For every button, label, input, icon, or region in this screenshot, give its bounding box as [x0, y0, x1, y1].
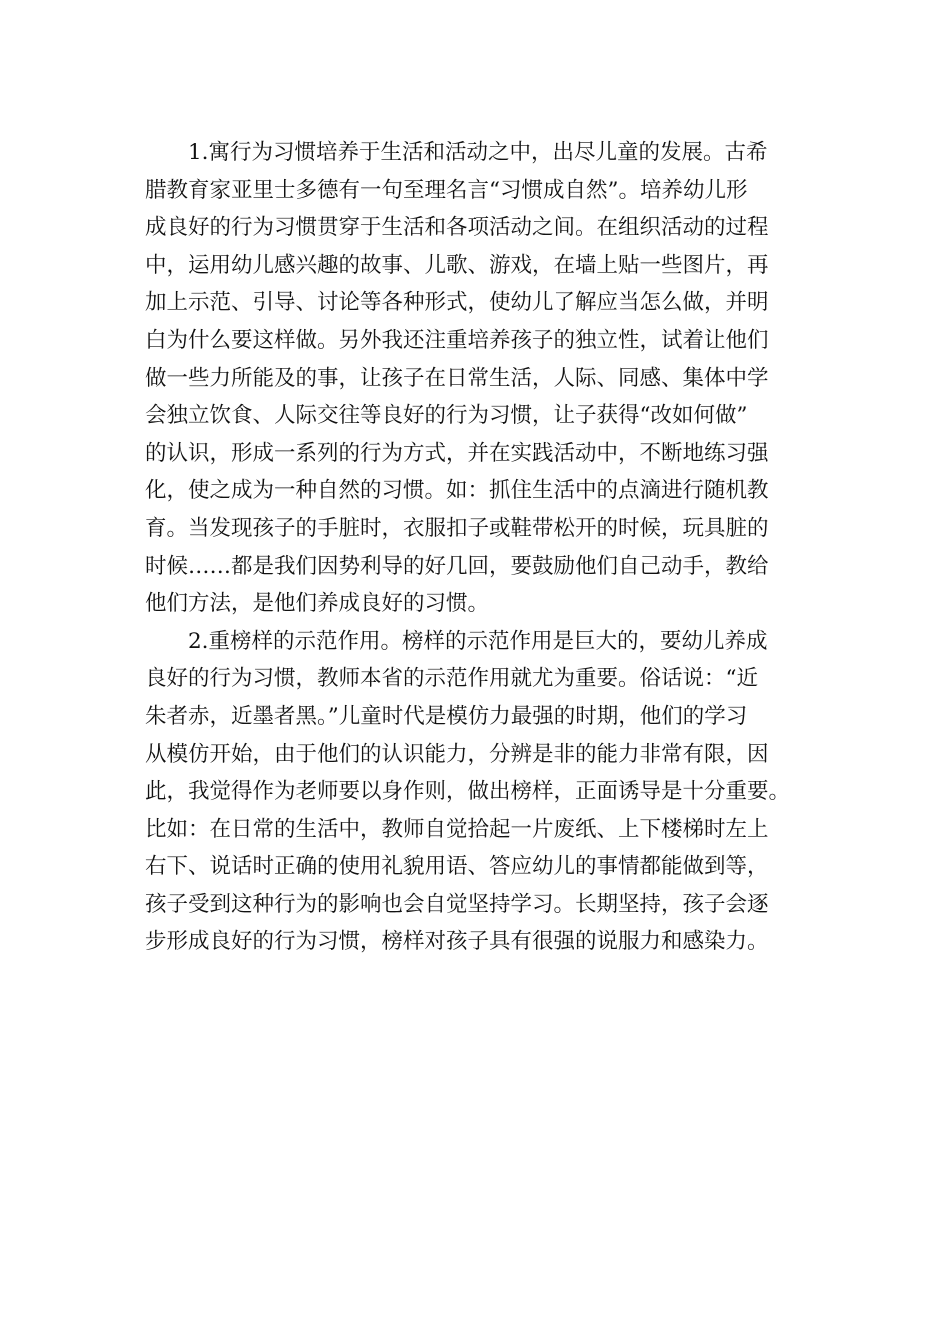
paragraph-1-line-6: 白为什么要这样做。另外我还注重培养孩子的独立性，试着让他们	[145, 327, 769, 353]
paragraph-2-line-2: 良好的行为习惯，教师本省的示范作用就尤为重要。俗话说：“近	[145, 666, 758, 692]
paragraph-2-line-3: 朱者赤，近墨者黑。”儿童时代是模仿力最强的时期，他们的学习	[145, 703, 748, 729]
paragraph-2-line-7: 右下、说话时正确的使用礼貌用语、答应幼儿的事情都能做到等，	[145, 854, 769, 880]
paragraph-1-line-3: 成良好的行为习惯贯穿于生活和各项活动之间。在组织活动的过程	[145, 215, 769, 241]
paragraph-1-line-8: 会独立饮食、人际交往等良好的行为习惯，让子获得“改如何做”	[145, 403, 748, 429]
paragraph-2-line-8: 孩子受到这种行为的影响也会自觉坚持学习。长期坚持，孩子会逐	[145, 891, 769, 917]
document-body	[145, 134, 800, 961]
paragraph-2-line-9: 步形成良好的行为习惯，榜样对孩子具有很强的说服力和感染力。	[145, 929, 769, 955]
paragraph-1-line-4: 中，运用幼儿感兴趣的故事、儿歌、游戏，在墙上贴一些图片，再	[145, 252, 769, 278]
paragraph-2-line-4: 从模仿开始，由于他们的认识能力，分辨是非的能力非常有限，因	[145, 741, 769, 767]
paragraph-1-line-1: 1.寓行为习惯培养于生活和活动之中，出尽儿童的发展。古希	[188, 140, 768, 165]
paragraph-1-line-7: 做一些力所能及的事，让孩子在日常生活，人际、同感、集体中学	[145, 365, 769, 391]
paragraph-2-line-1: 2.重榜样的示范作用。榜样的示范作用是巨大的，要幼儿养成	[188, 628, 768, 654]
paragraph-2-line-5: 此，我觉得作为老师要以身作则，做出榜样，正面诱导是十分重要。	[145, 779, 791, 805]
paragraph-2-line-6: 比如：在日常的生活中，教师自觉拾起一片废纸、上下楼梯时左上	[145, 816, 769, 842]
paragraph-1-line-2: 腊教育家亚里士多德有一句至理名言“习惯成自然”。培养幼儿形	[145, 177, 748, 203]
paragraph-1-line-11: 育。当发现孩子的手脏时，衣服扣子或鞋带松开的时候，玩具脏的	[145, 515, 769, 541]
paragraph-1-line-10: 化，使之成为一种自然的习惯。如：抓住生活中的点滴进行随机教	[145, 478, 769, 504]
paragraph-1-line-5: 加上示范、引导、讨论等各种形式，使幼儿了解应当怎么做，并明	[145, 290, 769, 316]
paragraph-1-line-9: 的认识，形成一系列的行为方式，并在实践活动中，不断地练习强	[145, 440, 769, 466]
paragraph-1-line-12: 时候……都是我们因势利导的好几回，要鼓励他们自己动手，教给	[145, 553, 769, 579]
paragraph-1-line-13: 他们方法，是他们养成良好的习惯。	[145, 591, 490, 617]
